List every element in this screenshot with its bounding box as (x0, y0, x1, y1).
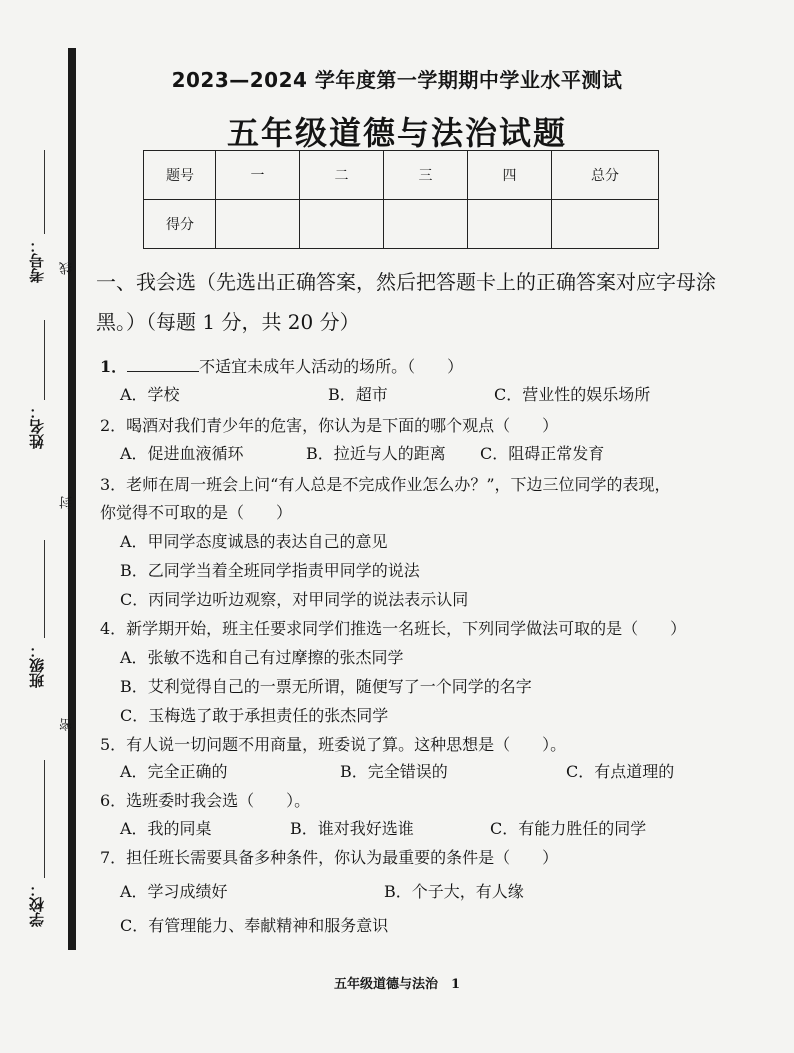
score-label: 得分 (144, 200, 216, 249)
question-2: 2．喝酒对我们青少年的危害，你认为是下面的哪个观点（ ） (100, 416, 559, 435)
score-table-score-row (144, 200, 659, 249)
score-cell-total[interactable] (552, 200, 659, 249)
question-1 (100, 354, 463, 377)
seal-mark-line: 线 (60, 262, 75, 275)
score-cell-2[interactable] (300, 200, 384, 249)
school-line[interactable] (44, 760, 45, 878)
question-1-blank[interactable] (127, 357, 199, 372)
q3-option-b[interactable]: B．乙同学当着全班同学指责甲同学的说法 (120, 561, 420, 580)
score-cell-1[interactable] (216, 200, 300, 249)
seal-mark-secret: 密 (60, 718, 75, 731)
q2-option-b[interactable]: B．拉近与人的距离 (306, 444, 446, 463)
name-line[interactable] (44, 320, 45, 400)
q5-option-a[interactable]: A．完全正确的 (120, 762, 228, 781)
q2-option-c[interactable]: C．阻碍正常发育 (480, 444, 605, 463)
score-table-header-row (144, 151, 659, 200)
q5-option-b[interactable]: B．完全错误的 (340, 762, 448, 781)
section-2-header: 二 (300, 151, 384, 200)
q1-option-c[interactable]: C．营业性的娱乐场所 (494, 385, 651, 404)
q1-option-a[interactable]: A．学校 (120, 385, 180, 404)
question-5: 5．有人说一切问题不用商量，班委说了算。这种思想是（ ）。 (100, 735, 567, 754)
name-label: 姓名： (28, 404, 46, 449)
q3-option-a[interactable]: A．甲同学态度诚恳的表达自己的意见 (120, 532, 388, 551)
section-1-header: 一 (216, 151, 300, 200)
q6-option-b[interactable]: B．谁对我好选谁 (290, 819, 414, 838)
section-3-header: 三 (384, 151, 468, 200)
q4-option-c[interactable]: C．玉梅选了敢于承担责任的张杰同学 (120, 706, 389, 725)
question-1-number: 1． (100, 357, 128, 376)
class-label: 班级： (28, 643, 46, 688)
question-3: 3．老师在周一班会上问“有人总是不完成作业怎么办？”，下边三位同学的表现， (100, 475, 671, 494)
class-line[interactable] (44, 540, 45, 638)
section-1-heading: 一、我会选（先选出正确答案，然后把答题卡上的正确答案对应字母涂黑。）（每题 1 分，共 20 分） (96, 270, 716, 334)
seal-mark-seal: 封 (60, 496, 75, 509)
question-6: 6．选班委时我会选（ ）。 (100, 791, 311, 810)
exam-number-line[interactable] (44, 150, 45, 234)
question-3-continued: 你觉得不可取的是（ ） (100, 503, 293, 522)
q3-option-c[interactable]: C．丙同学边听边观察，对甲同学的说法表示认同 (120, 590, 469, 609)
q7-option-a[interactable]: A．学习成绩好 (120, 882, 228, 901)
score-cell-4[interactable] (468, 200, 552, 249)
question-no-label: 题号 (144, 151, 216, 200)
section-4-header: 四 (468, 151, 552, 200)
q7-option-c[interactable]: C．有管理能力、奉献精神和服务意识 (120, 916, 389, 935)
q5-option-c[interactable]: C．有点道理的 (566, 762, 675, 781)
q1-option-b[interactable]: B．超市 (328, 385, 388, 404)
exam-title: 2023—2024 学年度第一学期期中学业水平测试 (171, 68, 623, 92)
question-1-stem: 不适宜未成年人活动的场所。（ ） (199, 357, 464, 376)
page-footer: 五年级道德与法治 1 (333, 977, 461, 992)
q6-option-a[interactable]: A．我的同桌 (120, 819, 212, 838)
q7-option-b[interactable]: B．个子大，有人缘 (384, 882, 524, 901)
school-label: 学校： (28, 882, 46, 927)
question-7: 7．担任班长需要具备多种条件，你认为最重要的条件是（ ） (100, 848, 559, 867)
total-header: 总分 (552, 151, 659, 200)
q2-option-a[interactable]: A．促进血液循环 (120, 444, 244, 463)
exam-number-label: 考号： (28, 238, 46, 283)
score-table (143, 150, 659, 249)
score-cell-3[interactable] (384, 200, 468, 249)
q6-option-c[interactable]: C．有能力胜任的同学 (490, 819, 647, 838)
question-4: 4．新学期开始，班主任要求同学们推选一名班长，下列同学做法可取的是（ ） (100, 619, 687, 638)
paper-title: 五年级道德与法治试题 (226, 114, 567, 152)
q4-option-a[interactable]: A．张敏不选和自己有过摩擦的张杰同学 (120, 648, 404, 667)
q4-option-b[interactable]: B．艾利觉得自己的一票无所谓，随便写了一个同学的名字 (120, 677, 532, 696)
